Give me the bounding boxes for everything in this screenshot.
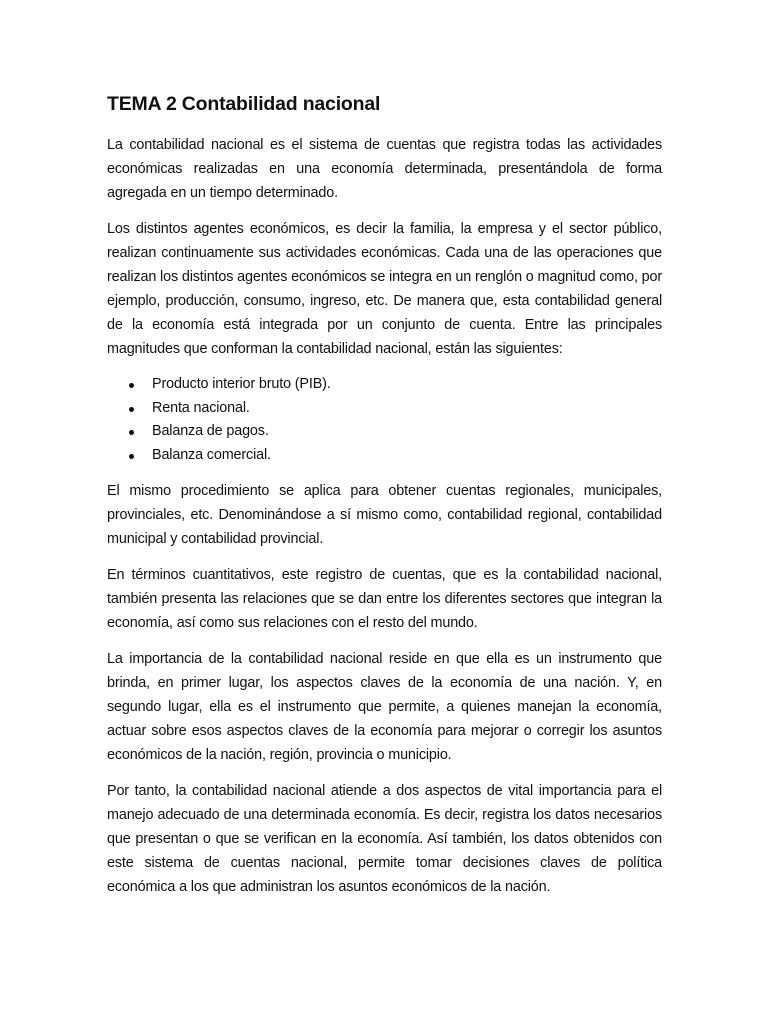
bullet-icon	[129, 407, 134, 412]
list-item	[107, 444, 662, 468]
paragraph-agents: Los distintos agentes económicos, es decir la familia, la empresa y el sector público, realizan continuamente sus actividades económicas. Cada una de las operaciones que realizan los distintos agentes económicos se integra en un renglón o magnitud como, por ejemplo, producción, consumo, ingreso, etc. De manera que, esta contabilidad general de la economía está integrada por un conjunto de cuenta. Entre las principales magnitudes que conforman la contabilidad nacional, están las siguientes:	[107, 221, 662, 357]
list-item	[107, 373, 662, 397]
bullet-icon	[129, 454, 134, 459]
bullet-icon	[129, 383, 134, 388]
list-item-text: Balanza comercial.	[152, 446, 271, 463]
paragraph-conclusion: Por tanto, la contabilidad nacional atiende a dos aspectos de vital importancia para el manejo adecuado de una determinada economía. Es decir, registra los datos necesarios que presentan o que se verifican en la economía. Así también, los datos obtenidos con este sistema de cuentas nacional, permite tomar decisiones claves de política económica a los que administran los asuntos económicos de la nación.	[107, 783, 662, 895]
document-title: TEMA 2 Contabilidad nacional	[107, 93, 381, 115]
document-page	[107, 90, 662, 911]
magnitudes-list	[107, 373, 662, 467]
list-item-text: Producto interior bruto (PIB).	[152, 376, 331, 392]
paragraph-importance: La importancia de la contabilidad nacional reside en que ella es un instrumento que brinda, en primer lugar, los aspectos claves de la economía de una nación. Y, en segundo lugar, ella es el instrumento que permite, a quienes manejan la economía, actuar sobre esos aspectos claves de la economía para mejorar o corregir los asuntos económicos de la nación, región, provincia o municipio.	[107, 651, 662, 763]
paragraph-quantitative: En términos cuantitativos, este registro de cuentas, que es la contabilidad nacional, también presenta las relaciones que se dan entre los diferentes sectores que integran la economía, así como sus relaciones con el resto del mundo.	[107, 567, 662, 631]
paragraph-definition: La contabilidad nacional es el sistema de cuentas que registra todas las actividades económicas realizadas en una economía determinada, presentándola de forma agregada en un tiempo determinado.	[107, 137, 662, 201]
bullet-icon	[129, 430, 134, 435]
paragraph-regional: El mismo procedimiento se aplica para obtener cuentas regionales, municipales, provinciales, etc. Denominándose a sí mismo como, contabilidad regional, contabilidad municipal y contabilidad provincial.	[107, 483, 662, 547]
list-item	[107, 420, 662, 444]
list-item-text: Renta nacional.	[152, 399, 250, 416]
list-item-text: Balanza de pagos.	[152, 423, 269, 439]
list-item	[107, 397, 662, 421]
